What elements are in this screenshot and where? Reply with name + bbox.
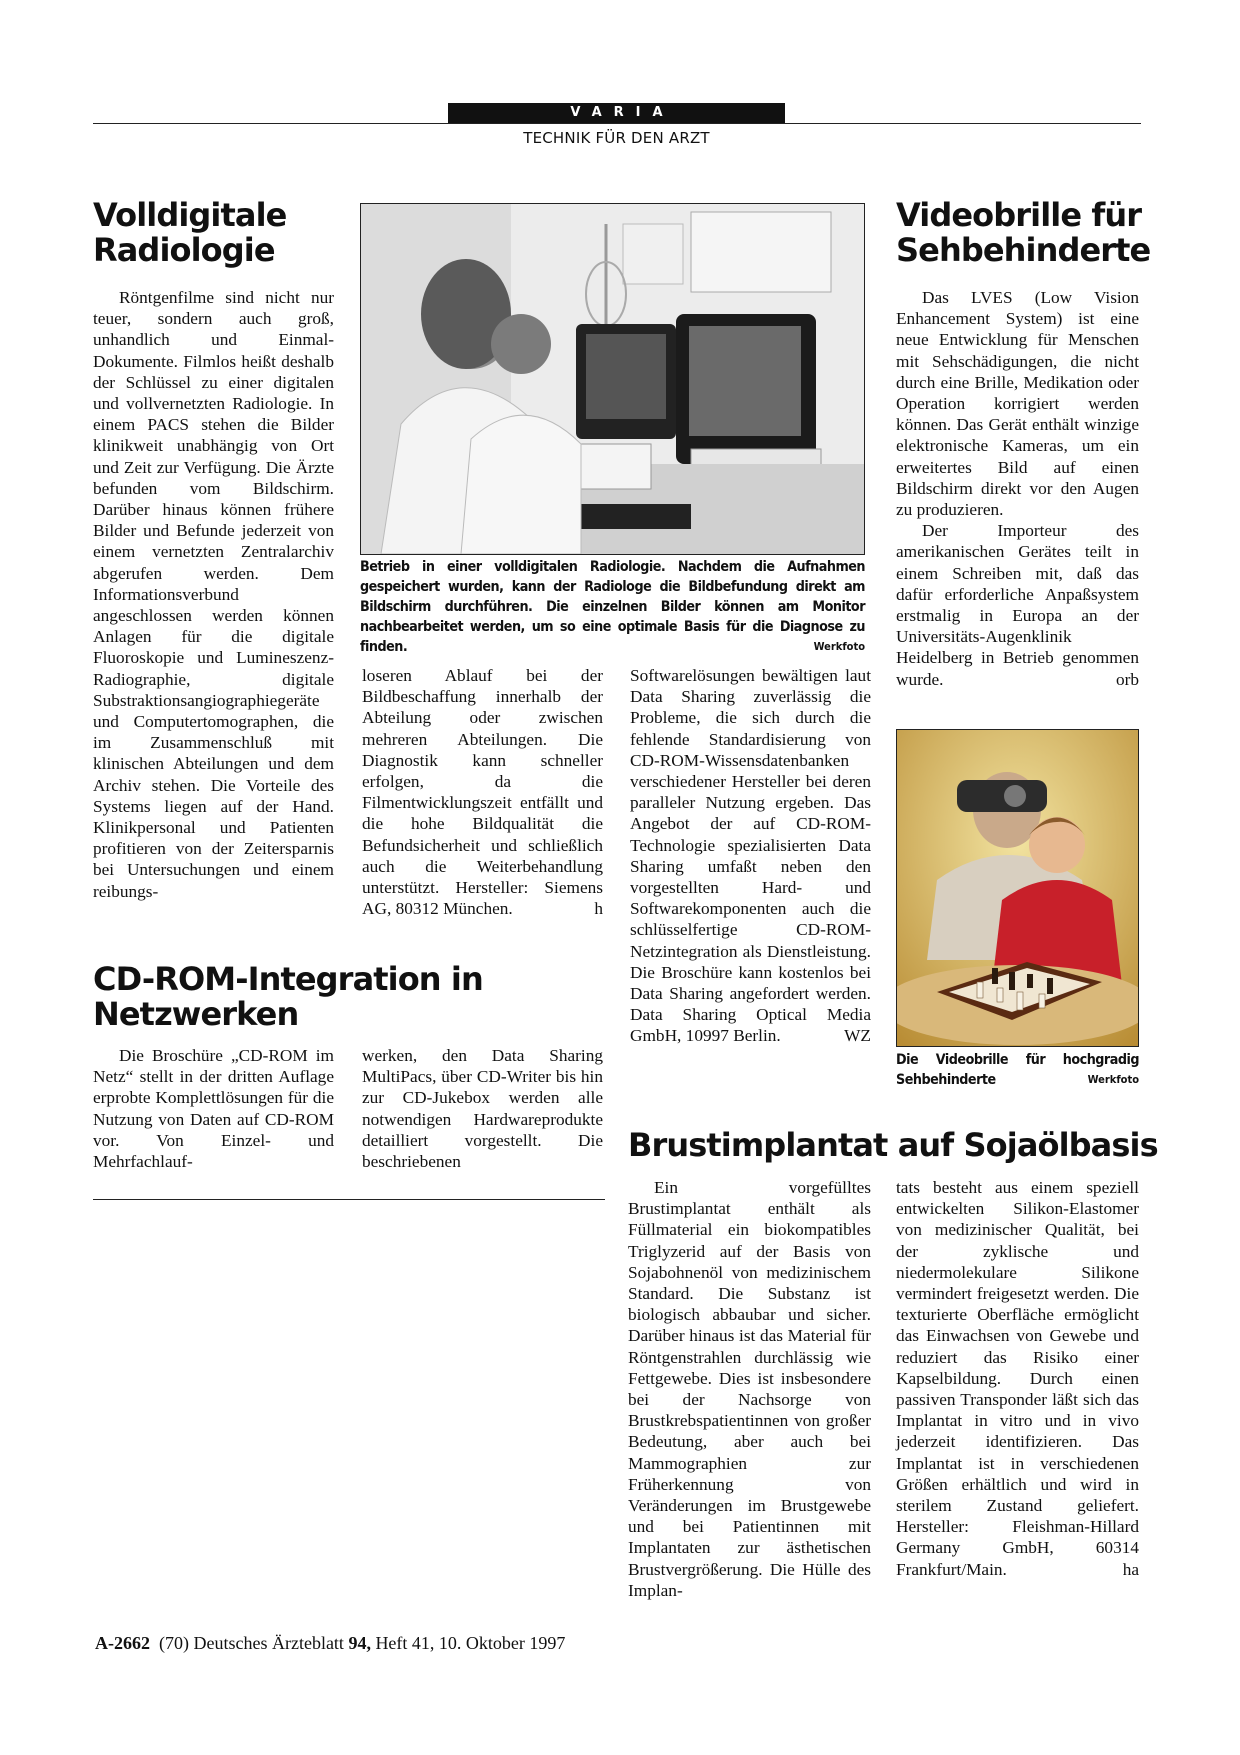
article-body-radiologie-col1 bbox=[93, 287, 334, 902]
paragraph: Die Broschüre „CD-ROM im Netz“ stellt in der dritten Auflage erprobte Komplettlösungen für die Nutzung von Daten auf CD-ROM vor. Von Einzel- und Mehrfachlauf- bbox=[93, 1046, 334, 1172]
article-end-rule bbox=[93, 1199, 605, 1200]
footer-volume: 94, bbox=[348, 1633, 371, 1653]
paragraph: Röntgenfilme sind nicht nur teuer, sondern auch groß, unhandlich und Einmal-Dokumente. Filmlos heißt deshalb der Schlüssel zu einer digitalen und vollvernetzten Radiologie. In einem PACS stehen die Bilder klinikweit unabhängig von Ort und Zeit zur Verfügung. Die Ärzte befunden vom Bildschirm. Darüber hinaus können frühere Bilder und Befunde jederzeit von einem vernetzten Zentralarchiv abgerufen werden. Dem Informationsverbund angeschlossen werden können Anlagen für die digitale Fluoroskopie und Lumineszenz-Radiographie, digitale Substraktionsangiographiegeräte und Computertomographen, die im Zusammenschluß mit klinischen Abteilungen und dem Archiv stehen. Die Vorteile des Systems liegen auf der Hand. Klinikpersonal und Patienten profitieren von der Zeitersparnis bei Untersuchungen und einem reibungs- bbox=[93, 288, 334, 901]
caption-text: Die Videobrille für hochgradig Sehbehinderte bbox=[896, 1052, 1139, 1088]
photo-credit: Werkfoto bbox=[1087, 1073, 1139, 1086]
paragraph bbox=[362, 665, 603, 919]
photo-credit: Werkfoto bbox=[813, 640, 865, 653]
title-line: Netzwerken bbox=[93, 995, 299, 1033]
videobrille-photo-illustration bbox=[897, 730, 1138, 1046]
title-line: Sehbehinderte bbox=[896, 231, 1151, 269]
videobrille-photo bbox=[896, 729, 1139, 1047]
paragraph-text: Der Importeur des amerikanischen Gerätes teilt in einem Schreiben mit, daß das dafür erforderliche Anpaßsystem erstmalig in Europa an der Universitäts-Augenklinik Heidelberg in Betrieb genommen wurde. bbox=[896, 521, 1139, 689]
footer-publication: (70) Deutsches Ärzteblatt bbox=[159, 1633, 344, 1653]
page-code: A-2662 bbox=[95, 1633, 150, 1653]
article-title-cdrom bbox=[93, 962, 553, 1032]
paragraph-text: loseren Ablauf bei der Bildbeschaffung innerhalb der Abteilung oder zwischen mehreren Abteilungen. Die Diagnostik kann schneller erfolgen, da die Filmentwicklungszeit entfällt und die hohe Bildqualität die Befundsicherheit und schließlich auch die Weiterbehandlung unterstützt. Hersteller: Siemens AG, 80312 München. bbox=[362, 666, 603, 919]
footer-issue: Heft 41, 10. Oktober 1997 bbox=[375, 1633, 566, 1653]
article-body-cdrom-col1 bbox=[93, 1045, 334, 1172]
paragraph-text: Softwarelösungen bewältigen laut Data Sharing zuverlässig die Probleme, die sich durch die fehlende Standardisierung von CD-ROM-Wissensdatenbanken verschiedener Hersteller bei deren paralleler Nutzung ergeben. Das Angebot der auf CD-ROM-Technologie spezialisierten Data Sharing umfaßt neben den vorgestellten Hard- und Softwarekomponenten auch die schlüsselfertige CD-ROM-Netzintegration als Dienstleistung. Die Broschüre kann kostenlos bei Data Sharing angefordert werden. Data Sharing Optical Media GmbH, 10997 Berlin. bbox=[630, 666, 871, 1046]
article-title-videobrille bbox=[896, 196, 1151, 269]
section-subtitle: TECHNIK FÜR DEN ARZT bbox=[523, 129, 710, 147]
paragraph bbox=[630, 665, 871, 1047]
paragraph: Das LVES (Low Vision Enhancement System) ist eine neue Entwicklung für Menschen mit Sehschädigungen, die nicht durch eine Brille, Medikation oder Operation korrigiert werden können. Das Gerät enthält winzige elektronische Kameras, um ein erweitertes Bild auf einen Bildschirm direkt vor den Augen zu produzieren. bbox=[896, 288, 1139, 520]
radiology-photo bbox=[360, 203, 865, 555]
author-signature: ha bbox=[1122, 1559, 1139, 1579]
paragraph-text: tats besteht aus einem speziell entwickelten Silikon-Elastomer von medizinischer Qualität, bei der zyklische und niedermolekulare Silikone vermindert freigesetzt werden. Die texturierte Oberfläche ermöglicht das Einwachsen von Gewebe und reduziert das Risiko einer Kapselbildung. Durch einen passiven Transponder läßt sich das Implantat in vitro und in vivo jederzeit identifizieren. Das Implantat ist in verschiedenen Größen erhältlich und wird in sterilem Zustand geliefert. Hersteller: Fleishman-Hillard Germany GmbH, 60314 Frankfurt/Main. bbox=[896, 1178, 1139, 1579]
title-line: Videobrille für bbox=[896, 196, 1142, 234]
caption-text: Betrieb in einer volldigitalen Radiologie. Nachdem die Aufnahmen gespeichert wurden, kann der Radiologe die Bildbefundung direkt am Bildschirm durchführen. Die einzelnen Bilder können am Monitor nachbearbeitet werden, um so eine optimale Basis für die Diagnose zu finden. bbox=[360, 559, 865, 655]
article-body-radiologie-col2 bbox=[362, 665, 603, 919]
paragraph: werken, den Data Sharing MultiPacs, über CD-Writer bis hin zur CD-Jukebox werden alle notwendigen Hardwareprodukte detailliert vorgestellt. Die beschriebenen bbox=[362, 1046, 603, 1172]
section-label: VARIA bbox=[448, 103, 785, 123]
article-title-brustimplantat: Brustimplantat auf Sojaölbasis bbox=[628, 1126, 1158, 1164]
article-body-brustimplantat-col2 bbox=[896, 1177, 1139, 1580]
title-line: CD-ROM-Integration in bbox=[93, 960, 483, 998]
paragraph bbox=[896, 1177, 1139, 1580]
article-body-videobrille bbox=[896, 287, 1139, 690]
radiology-photo-caption bbox=[360, 557, 865, 657]
paragraph: Ein vorgefülltes Brustimplantat enthält als Füllmaterial ein biokompatibles Triglyzerid auf der Basis von Sojabohnenöl von medizinischem Standard. Die Substanz ist biologisch abbaubar und sicher. Darüber hinaus ist das Material für Röntgenstrahlen durchlässig wie Fettgewebe. Dies ist insbesondere bei der Nachsorge von Brustkrebspatientinnen von großer Bedeutung, aber auch bei Mammographien zur Früherkennung von Veränderungen im Brustgewebe und bei Patientinnen mit Implantaten zur ästhetischen Brustvergrößerung. Die Hülle des Implan- bbox=[628, 1178, 871, 1600]
author-signature: WZ bbox=[844, 1026, 871, 1046]
article-body-cdrom-col3 bbox=[630, 665, 871, 1047]
article-body-brustimplantat-col1 bbox=[628, 1177, 871, 1601]
article-title-radiologie bbox=[93, 198, 353, 268]
title-line: Volldigitale bbox=[93, 196, 287, 234]
paragraph bbox=[896, 520, 1139, 690]
title-line: Radiologie bbox=[93, 231, 275, 269]
page-footer bbox=[95, 1633, 565, 1654]
author-signature: h bbox=[594, 899, 603, 919]
author-signature: orb bbox=[1115, 669, 1139, 689]
videobrille-photo-caption bbox=[896, 1050, 1139, 1090]
header-rule bbox=[93, 123, 1141, 124]
radiology-photo-illustration bbox=[361, 204, 864, 554]
article-body-cdrom-col2 bbox=[362, 1045, 603, 1172]
